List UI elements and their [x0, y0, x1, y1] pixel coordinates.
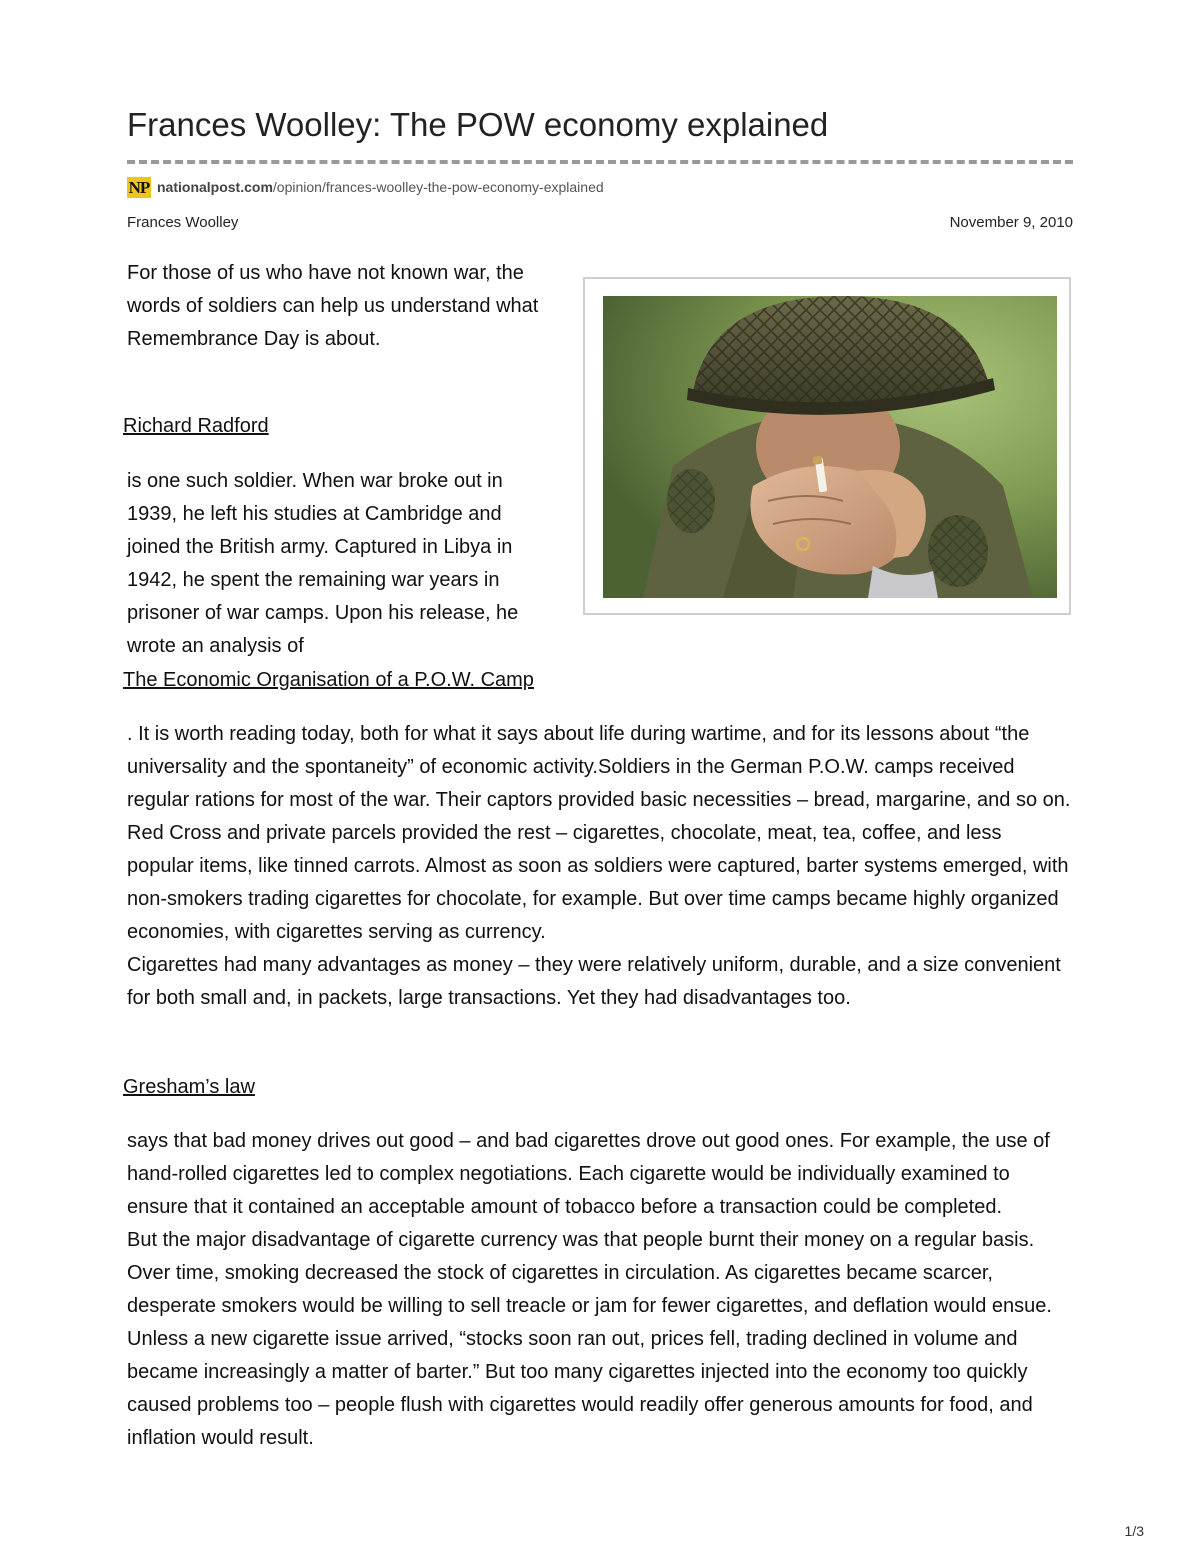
article-photo-frame [583, 277, 1071, 615]
pow-camp-paper-link[interactable]: The Economic Organisation of a P.O.W. Camp [123, 669, 534, 691]
title-divider [127, 160, 1073, 164]
main-paragraph [127, 718, 1073, 1015]
article-date: November 9, 2010 [949, 214, 1073, 231]
intro-paragraph: For those of us who have not known war, the words of soldiers can help us understand what Remembrance Day is about. [127, 262, 539, 350]
source-path[interactable]: /opinion/frances-woolley-the-pow-economy-explained [272, 179, 604, 195]
soldier-lighting-cigarette-photo [603, 296, 1057, 598]
source-domain[interactable]: nationalpost.com [157, 179, 273, 195]
page-number: 1/3 [1124, 1523, 1144, 1539]
national-post-logo-icon: NP [128, 177, 150, 197]
gresham-paragraph-part-1: says that bad money drives out good – and bad cigarettes drove out good ones. For example, the use of hand-rolled cigarettes led to complex negotiations. Each cigarette would be individually examined to ensure that it contained an acceptable amount of tobacco before a transaction could be completed. [127, 1130, 1050, 1218]
article-title: Frances Woolley: The POW economy explained [127, 106, 829, 143]
greshams-law-link[interactable]: Gresham’s law [123, 1076, 255, 1098]
gresham-paragraph-part-2: But the major disadvantage of cigarette currency was that people burnt their money on a regular basis. Over time, smoking decreased the stock of cigarettes in circulation. As cigarettes became scarcer, desperate smokers would be willing to sell treacle or jam for fewer cigarettes, and deflation would ensue. Unless a new cigarette issue arrived, “stocks soon ran out, prices fell, trading declined in volume and became increasingly a matter of barter.” But too many cigarettes injected into the economy too quickly caused problems too – people flush with cigarettes would readily offer generous amounts for food, and inflation would result. [127, 1229, 1052, 1449]
source-url-row[interactable] [127, 176, 604, 198]
gresham-paragraph [127, 1125, 1073, 1455]
main-paragraph-part-1: . It is worth reading today, both for what it says about life during wartime, and for its lessons about “the universality and the spontaneity” of economic activity.Soldiers in the German P.O.W. camps received regular rations for most of the war. Their captors provided basic necessities – bread, margarine, and so on. Red Cross and private parcels provided the rest – cigarettes, chocolate, meat, tea, coffee, and less popular items, like tinned carrots. Almost as soon as soldiers were captured, barter systems emerged, with non-smokers trading cigarettes for chocolate, for example. But over time camps became highly organized economies, with cigarettes serving as currency. [127, 723, 1071, 943]
main-paragraph-part-2: Cigarettes had many advantages as money – they were relatively uniform, durable, and a size convenient for both small and, in packets, large transactions. Yet they had disadvantages too. [127, 954, 1061, 1009]
richard-radford-link[interactable]: Richard Radford [123, 415, 269, 437]
article-author: Frances Woolley [127, 214, 239, 231]
radford-paragraph: is one such soldier. When war broke out in 1939, he left his studies at Cambridge and joined the British army. Captured in Libya in 1942, he spent the remaining war years in prisoner of war camps. Upon his release, he wrote an analysis of [127, 470, 519, 657]
